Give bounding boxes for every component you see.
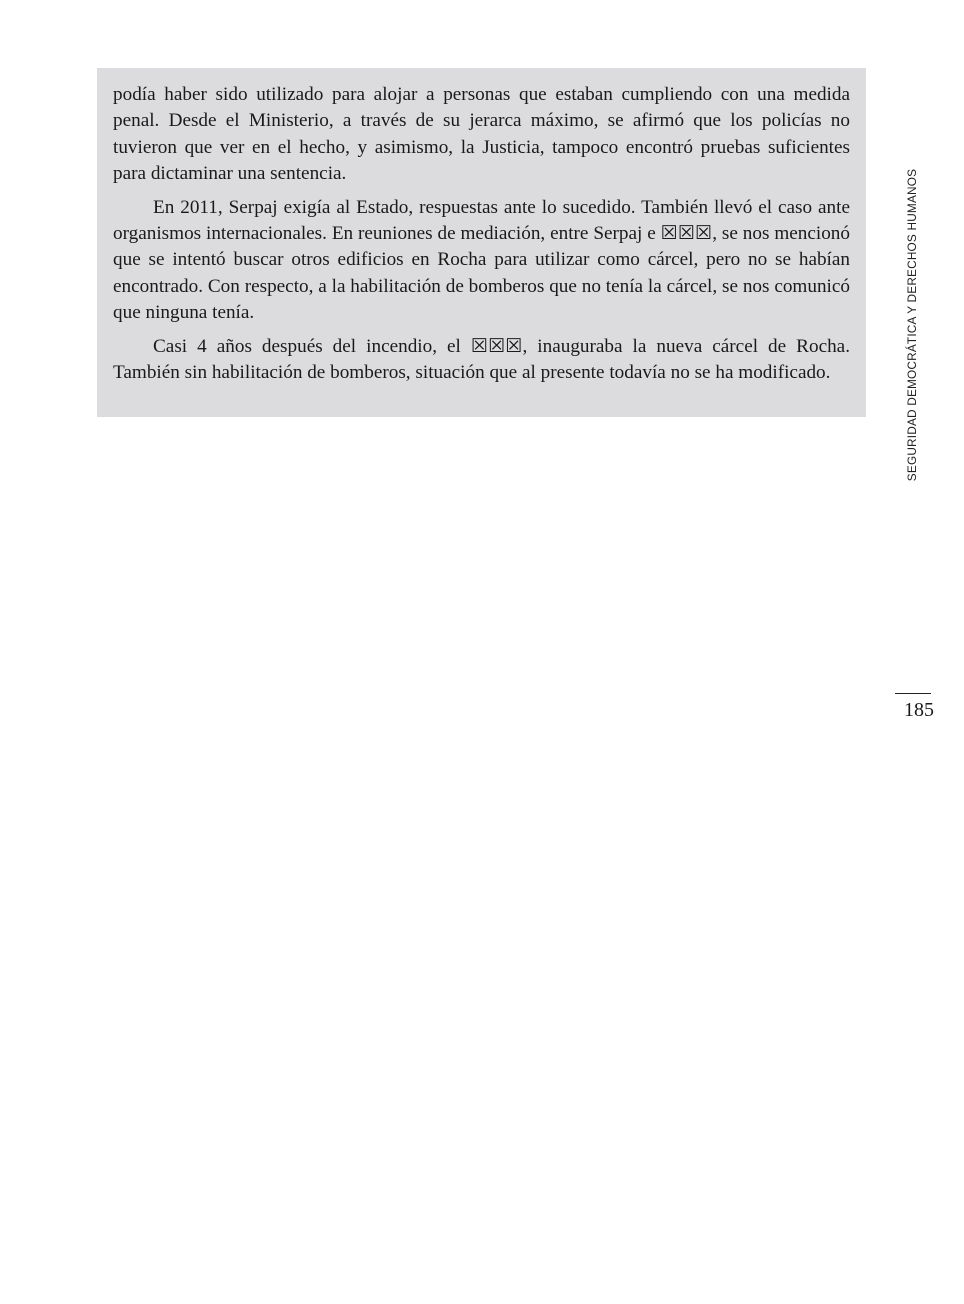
- running-head: SEGURIDAD DEMOCRÁTICA Y DERECHOS HUMANOS: [905, 168, 919, 482]
- paragraph-1: podía haber sido utilizado para alojar a personas que estaban cumpliendo con una medida penal. Desde el Ministerio, a través de su jerarca máximo, se afirmó que los policías no tuvieron que ver en el hecho, y asimismo, la Justicia, tampoco encontró pruebas suficientes para dictaminar una sentencia.: [113, 84, 850, 185]
- paragraph-2: En 2011, Serpaj exigía al Estado, respuestas ante lo sucedido. También llevó el caso ante organismos internacionales. En reuniones de mediación, entre Serpaj e ☒☒☒, se nos mencionó que se intentó buscar otros edificios en Rocha para utilizar como cárcel, pero no se habían encontrado. Con respecto, a la habilitación de bomberos que no tenía la cárcel, se nos comunicó que ninguna tenía.: [113, 196, 850, 324]
- highlighted-text-box: [97, 68, 866, 417]
- paragraph-3: Casi 4 años después del incendio, el ☒☒☒, inauguraba la nueva cárcel de Rocha. También sin habilitación de bomberos, situación que al presente todavía no se ha modificado.: [113, 335, 850, 384]
- page-number: 185: [904, 699, 934, 721]
- page-number-rule: [895, 693, 931, 694]
